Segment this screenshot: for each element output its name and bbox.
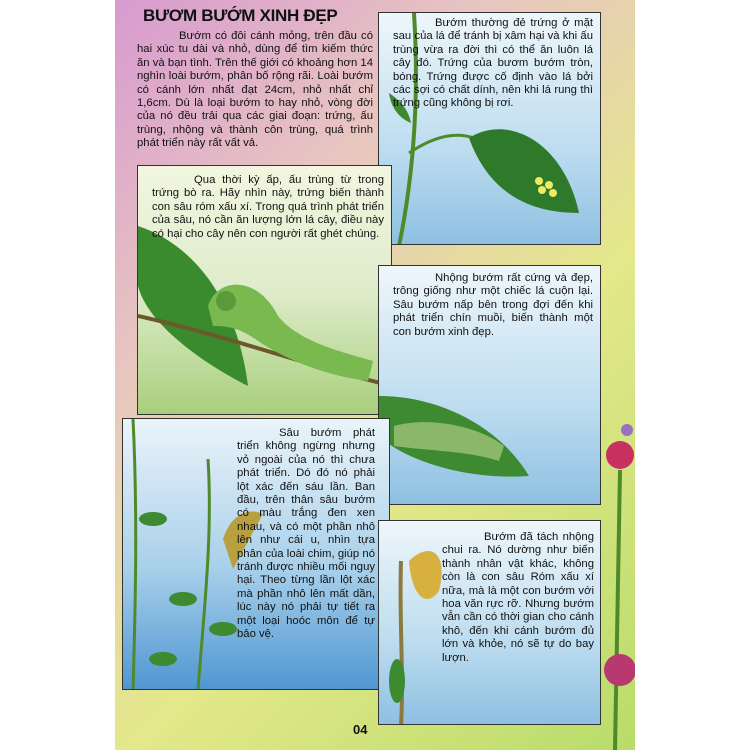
molt-text: Sâu bướm phát triển không ngừng nhưng vỏ ngoài của nó thì chưa phát triển. Dó đó nó phải lột xác đến sáu lần. Ban đầu, trên thân sâu bướm có màu trắng đen xen nhau, và có một phần nhô lên như cái u, nhìn tựa phân của loài chim, giúp nó tránh được nhiều mối nguy hại. Theo từng lần lột xác mà phần nhô lên mất dần, lúc này nó phải tự tiết ra một loại hoóc môn để tự bảo vệ. [237, 427, 375, 641]
panel-larva [137, 165, 392, 415]
book-page [115, 0, 635, 750]
panel-eggs [378, 12, 601, 245]
pupa-text: Nhộng bướm rất cứng và đẹp, trông giống như một chiếc lá cuộn lại. Sâu bướm nấp bên trong đợi đến khi phát triển chín muồi, biến thành một con bướm xinh đẹp. [393, 272, 593, 338]
panel-adult [378, 520, 601, 725]
panel-pupa [378, 265, 601, 505]
page-number: 04 [353, 722, 368, 737]
page-title: BƯƠM BƯỚM XINH ĐẸP [143, 6, 338, 25]
larva-text: Qua thời kỳ ấp, ấu trùng từ trong trứng bò ra. Hãy nhìn này, trứng biến thành con sâu róm xấu xí. Trong quá trình phát triển của sâu, nó cần ăn lượng lớn lá cây, điều này có hại cho cây nên con người rất ghét chúng. [152, 174, 384, 240]
intro-paragraph: Bướm có đôi cánh mỏng, trên đầu có hai xúc tu dài và nhỏ, dùng để tìm kiếm thức ăn và bạn tình. Trên thế giới có khoảng hơn 14 nghìn loài bướm, phân bố rộng rãi. Loài bướm có cánh lớn nhất đạt 24cm, nhỏ nhất chỉ 1,6cm. Dù là loại bướm to hay nhỏ, vòng đời của nó đều trải qua các giai đoạn: trứng, ấu trùng, nhộng và thành côn trùng, quá trình phát triển này rất vất vả. [137, 30, 373, 150]
panel-molt [122, 418, 390, 690]
adult-text: Bướm đã tách nhộng chui ra. Nó dường như biến thành nhân vật khác, không còn là con sâu Róm xấu xí nữa, mà là một con bướm với hoa văn rực rỡ. Nhưng bướm vẫn cần có thời gian cho cánh khô, đến khi cánh bướm đủ lớn và khỏe, nó sẽ tự do bay lượn. [442, 531, 594, 664]
eggs-text: Bướm thường đẻ trứng ở mặt sau của lá để tránh bị xâm hại và khi ấu trùng vừa ra đời thì có thể ăn luôn lá cây đó. Trứng của bươm bướm tròn, bóng. Trứng được cố định vào lá bởi các sợi có chất dính, nên khi lá rung thì trứng cũng không bị rơi. [393, 17, 593, 110]
